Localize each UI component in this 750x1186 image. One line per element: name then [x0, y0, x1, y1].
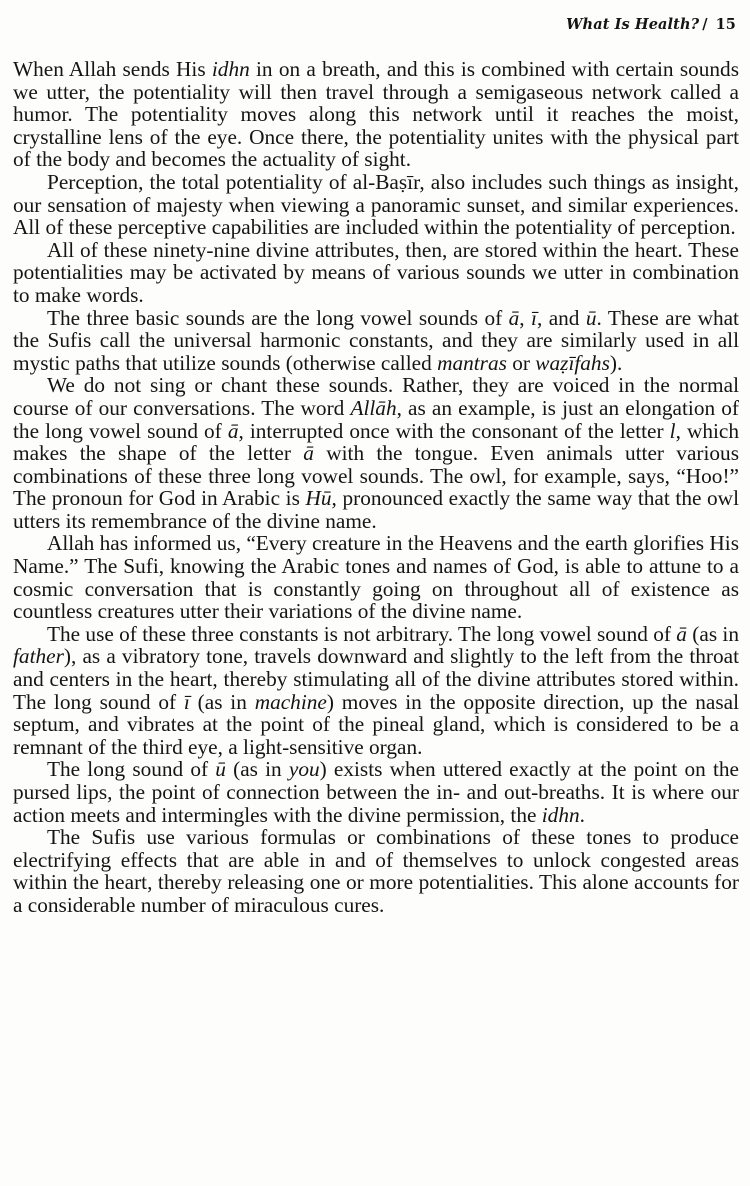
text-run: We do not sing or chant these sounds. Rather, they are voiced in the normal course of our conversations. The word — [13, 373, 739, 420]
italic-term: waẓīfahs — [535, 350, 610, 375]
text-run: with the tongue. Even animals utter various combinations of these three long vowel sounds. The owl, for example, says, “Hoo!” The pronoun for God in Arabic is — [13, 441, 739, 511]
italic-term: you — [288, 757, 320, 782]
paragraph-1 — [13, 58, 739, 171]
italic-term: ī — [183, 689, 190, 714]
paragraph-6 — [13, 532, 739, 622]
italic-term: ū — [215, 757, 226, 782]
paragraph-4 — [13, 307, 739, 375]
text-run: All of these ninety-nine divine attributes, then, are stored within the heart. These potentialities may be activated by means of various sounds we utter in combination to make words. — [13, 237, 739, 307]
paragraph-9 — [13, 826, 739, 916]
text-run: . — [579, 802, 585, 827]
italic-term: machine — [254, 689, 327, 714]
text-run: The long sound of — [47, 757, 216, 782]
running-header — [566, 16, 736, 33]
text-run: , pronounced exactly the same way that the owl utters its remembrance of the divine name. — [13, 486, 739, 533]
text-run: The use of these three constants is not arbitrary. The long vowel sound of — [47, 621, 677, 646]
italic-term: ā — [508, 305, 520, 330]
text-run: ) exists when uttered exactly at the point on the pursed lips, the point of connection between the in- and out-breaths. It is where our action meets and intermingles with the divine permission, the — [13, 757, 740, 827]
italic-term: ā — [676, 621, 687, 646]
running-title: What Is Health? — [566, 16, 700, 33]
paragraph-5 — [13, 374, 739, 532]
paragraph-7 — [13, 623, 739, 759]
text-run: Perception, the total potentiality of al-Baṣīr, also includes such things as insight, our sensation of majesty when viewing a panoramic sunset, and similar experiences. All of these perceptive capabilities are included within the potentiality of perception. — [13, 169, 739, 240]
italic-term: ā — [303, 441, 314, 466]
text-run: or — [506, 350, 536, 375]
text-run: The Sufis use various formulas or combinations of these tones to produce electrifying effects that are able in and of themselves to unlock congested areas within the heart, thereby releasing one or more potentialities. This alone accounts for a considerable number of miraculous cures. — [13, 825, 739, 917]
text-run: ) moves in the opposite direction, up the nasal septum, and vibrates at the point of the pineal gland, which is considered to be a remnant of the third eye, a light-sensitive organ. — [13, 689, 739, 759]
text-run: in on a breath, and this is combined with certain sounds we utter, the potentiality will then travel through a semigaseous network called a humor. The potentiality moves along this network until it reaches the moist, crystalline lens of the eye. Once there, the potentiality unites with the physical part of the body and becomes the actuality of sight. — [13, 57, 739, 172]
italic-term: father — [13, 644, 64, 669]
paragraph-8 — [13, 758, 739, 826]
page-number: 15 — [715, 16, 736, 33]
header-separator: / — [702, 16, 708, 33]
text-run: ), as a vibratory tone, travels downward and slightly to the left from the throat and centers in the heart, thereby stimulating all of the divine attributes stored within. The long sound of — [13, 644, 739, 714]
text-run: Allah has informed us, “Every creature in the Heavens and the earth glorifies His Name.” The Sufi, knowing the Arabic tones and names of God, is able to attune to a cosmic conversation that is constantly going on throughout all of existence as countless creatures utter their variations of the divine name. — [13, 531, 739, 624]
text-run: , — [519, 305, 532, 330]
text-run: ). — [609, 350, 623, 375]
text-run: , and — [536, 305, 586, 330]
text-run: , which makes the shape of the letter — [13, 418, 739, 466]
text-run: (as in — [686, 621, 739, 646]
italic-term: ū — [585, 305, 597, 330]
italic-term: Hū — [305, 486, 332, 511]
text-run: When Allah sends His — [13, 57, 212, 81]
italic-term: l — [669, 418, 676, 443]
text-run: . These are what the Sufis call the universal harmonic constants, and they are similarly used in all mystic paths that utilize sounds (otherwise called — [13, 305, 739, 375]
paragraph-2 — [13, 171, 739, 239]
italic-term: Allāh — [350, 395, 397, 420]
italic-term: ī — [531, 305, 537, 330]
italic-term: idhn — [211, 57, 250, 81]
paragraph-3 — [13, 239, 739, 307]
text-run: (as in — [189, 689, 255, 714]
text-run: , as an example, is just an elongation of the long vowel sound of — [13, 395, 740, 443]
italic-term: mantras — [437, 350, 507, 375]
italic-term: idhn — [541, 802, 580, 827]
body-text — [13, 58, 739, 917]
italic-term: ā — [227, 418, 239, 443]
text-run: The three basic sounds are the long vowel sounds of — [47, 305, 509, 330]
text-run: (as in — [225, 757, 289, 782]
text-run: , interrupted once with the consonant of the letter — [238, 418, 670, 443]
